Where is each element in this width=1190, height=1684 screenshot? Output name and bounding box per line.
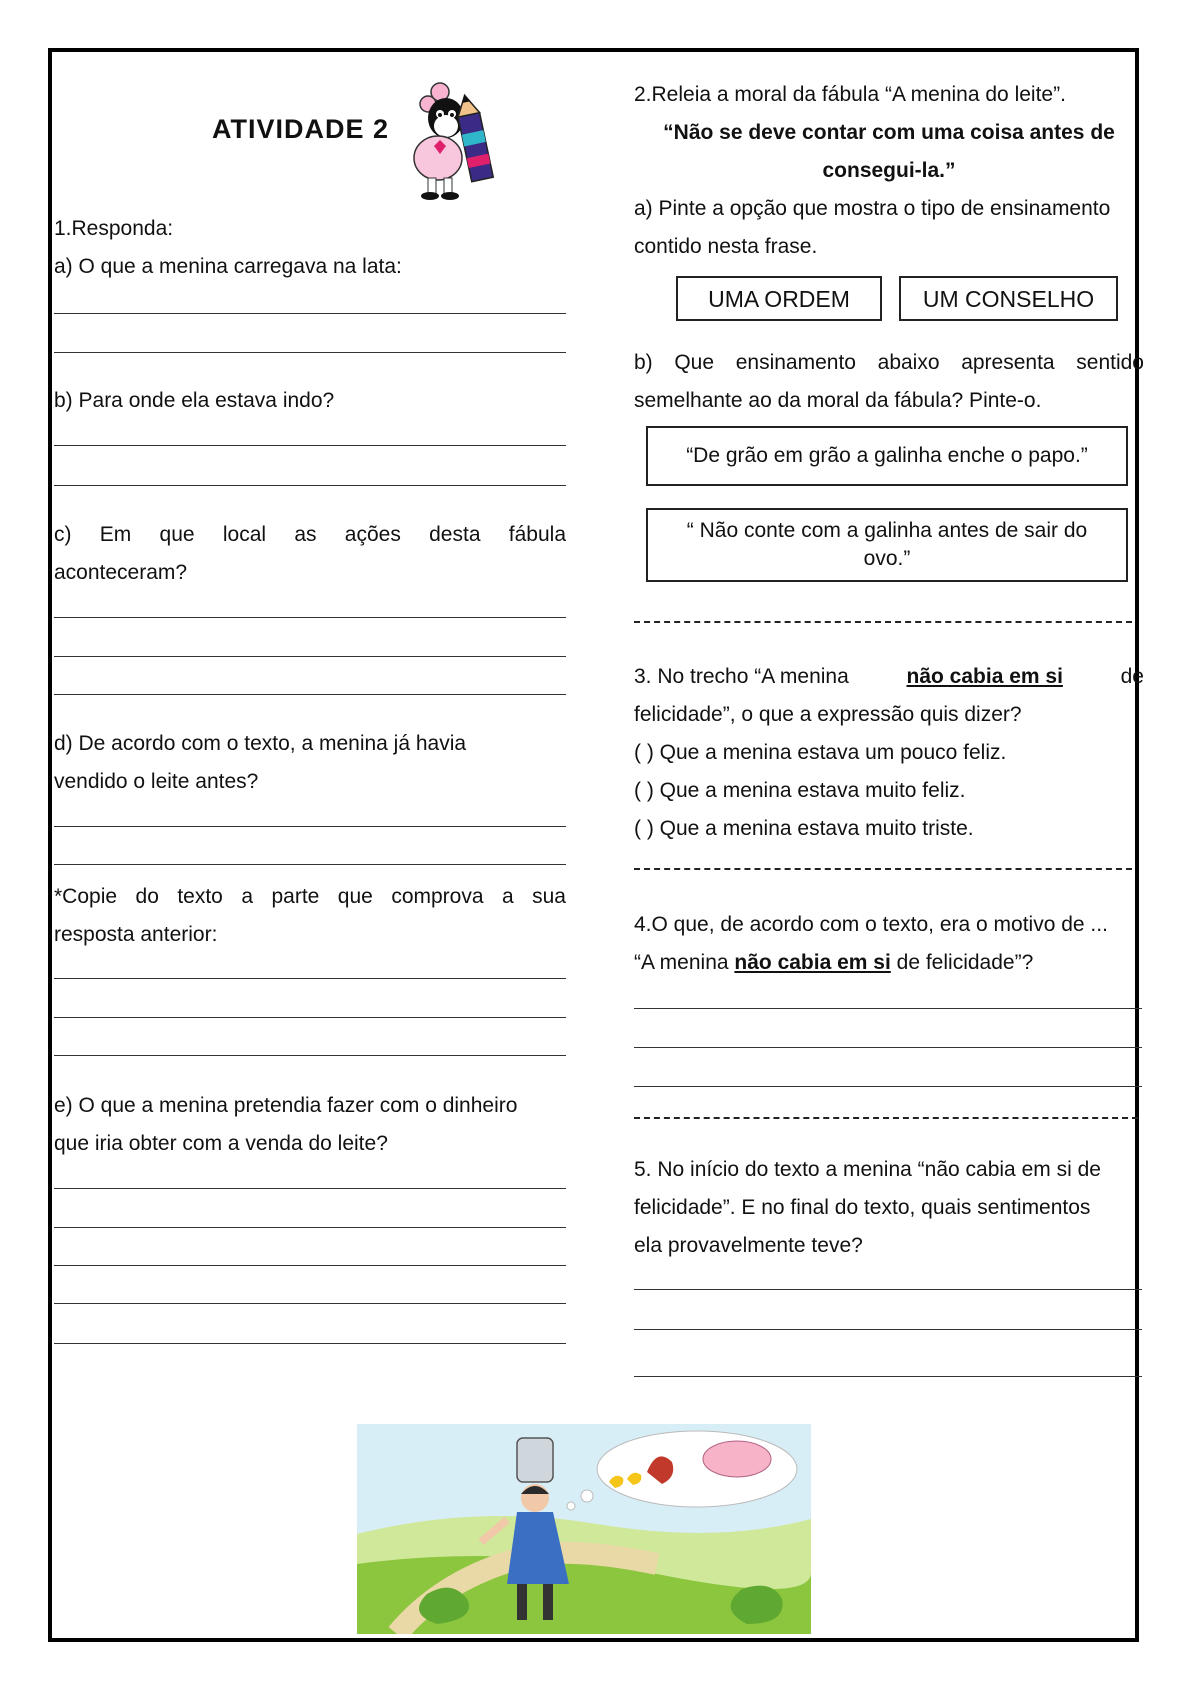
section-divider [634,621,1132,623]
q3-text-a: 3. No trecho “A menina [634,665,849,688]
question-c-line2: aconteceram? [54,561,188,584]
question-3-line1 [634,663,1144,691]
question-4-line1: 4.O que, de acordo com o texto, era o motivo de ... [634,913,1108,936]
answer-line[interactable] [54,485,566,486]
q3-expression: não cabia em si [906,665,1063,688]
answer-line[interactable] [634,1289,1142,1290]
answer-line[interactable] [54,617,566,618]
answer-line[interactable] [634,1329,1142,1330]
option-uma-ordem[interactable]: UMA ORDEM [676,276,882,321]
sheep-pencil-illustration [410,74,502,204]
question-a: a) O que a menina carregava na lata: [54,255,402,278]
q3-text-b: de [1120,665,1144,688]
copy-instruction-line2: resposta anterior: [54,923,218,946]
answer-line[interactable] [54,1343,566,1344]
answer-line[interactable] [634,1376,1142,1377]
question-d-line1: d) De acordo com o texto, a menina já havia [54,732,467,755]
question-2b-line1: b) Que ensinamento abaixo apresenta sentido [634,351,1144,374]
question-5-line3: ela provavelmente teve? [634,1234,863,1257]
answer-line[interactable] [54,1188,566,1189]
sheep-icon [414,83,464,200]
question-e-line1: e) O que a menina pretendia fazer com o dinheiro [54,1094,518,1117]
saying-option-2[interactable]: “ Não conte com a galinha antes de sair do ovo.” [646,508,1128,582]
moral-line2: consegui-la.” [822,159,956,182]
q3-option-3[interactable]: ( ) Que a menina estava muito triste. [634,817,974,840]
saying-option-1[interactable]: “De grão em grão a galinha enche o papo.” [646,426,1128,486]
answer-line[interactable] [54,694,566,695]
answer-line[interactable] [54,313,566,314]
question-3-line2: felicidade”, o que a expressão quis dizer? [634,703,1022,726]
answer-line[interactable] [634,1047,1142,1048]
question-5-line2: felicidade”. E no final do texto, quais sentimentos [634,1196,1091,1219]
answer-line[interactable] [54,445,566,446]
q4-text-a: “A menina [634,951,729,974]
answer-line[interactable] [54,978,566,979]
answer-line[interactable] [54,1265,566,1266]
question-2-intro: 2.Releia a moral da fábula “A menina do leite”. [634,83,1066,106]
q3-option-1[interactable]: ( ) Que a menina estava um pouco feliz. [634,741,1007,764]
moral-line1: “Não se deve contar com uma coisa antes de [663,121,1115,144]
answer-line[interactable] [54,1227,566,1228]
q4-expression: não cabia em si [734,951,891,974]
q3-option-2[interactable]: ( ) Que a menina estava muito feliz. [634,779,966,802]
responda-heading: 1.Responda: [54,217,174,240]
page-title: ATIVIDADE 2 [212,114,390,144]
answer-line[interactable] [54,864,566,865]
question-2a-line1: a) Pinte a opção que mostra o tipo de ensinamento [634,197,1111,220]
section-divider [634,1117,1138,1119]
question-d-line2: vendido o leite antes? [54,770,259,793]
answer-line[interactable] [54,826,566,827]
question-5-line1: 5. No início do texto a menina “não cabia em si de [634,1158,1101,1181]
question-2b-line2: semelhante ao da moral da fábula? Pinte-o. [634,389,1042,412]
answer-line[interactable] [54,352,566,353]
option-um-conselho[interactable]: UM CONSELHO [899,276,1118,321]
milkmaid-illustration [357,1424,811,1634]
q4-text-b: de felicidade”? [896,951,1034,974]
copy-instruction-line1: *Copie do texto a parte que comprova a sua [54,885,566,908]
section-divider [634,868,1132,870]
answer-line[interactable] [54,1303,566,1304]
question-c-line1: c) Em que local as ações desta fábula [54,523,566,546]
question-e-line2: que iria obter com a venda do leite? [54,1132,388,1155]
question-b: b) Para onde ela estava indo? [54,389,335,412]
question-4-line2 [634,949,1033,977]
answer-line[interactable] [54,1017,566,1018]
question-2a-line2: contido nesta frase. [634,235,818,258]
answer-line[interactable] [54,1055,566,1056]
answer-line[interactable] [634,1008,1142,1009]
answer-line[interactable] [634,1086,1142,1087]
answer-line[interactable] [54,656,566,657]
